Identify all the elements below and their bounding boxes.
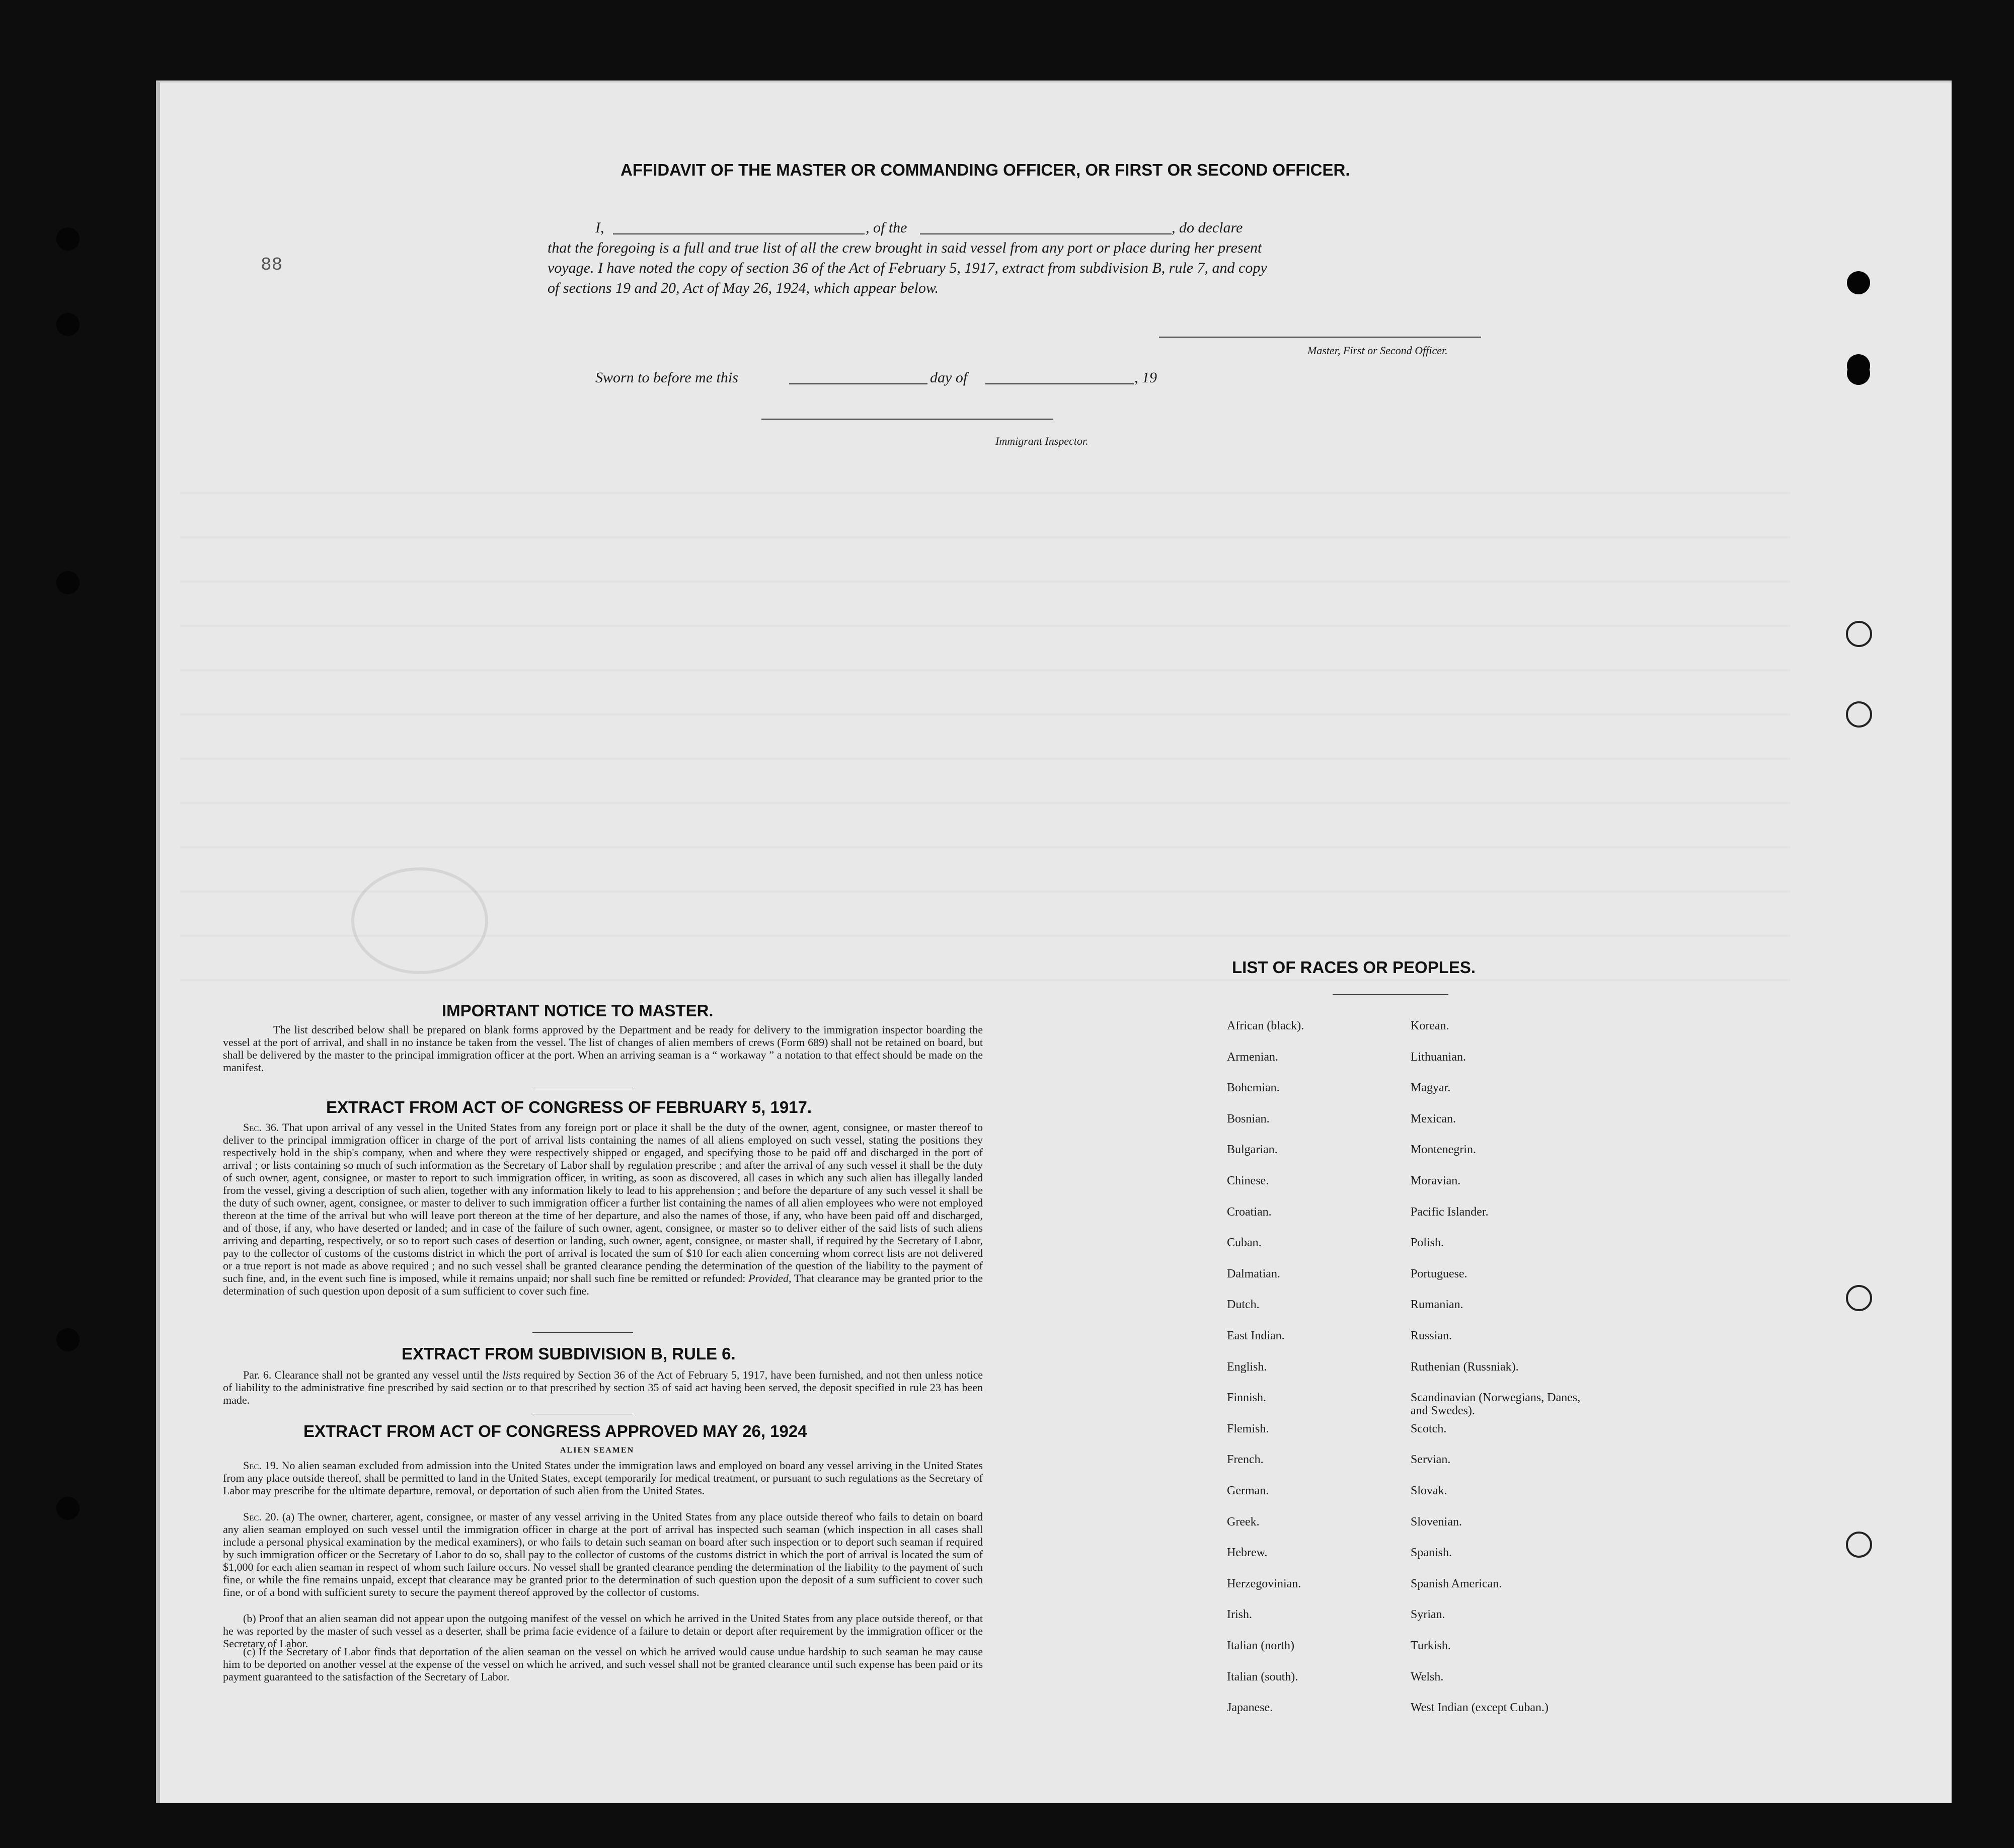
race-item: Cuban. (1227, 1236, 1262, 1250)
race-item: Polish. (1411, 1236, 1444, 1250)
sec19-label: Sec. 19. (243, 1459, 279, 1472)
race-item: Magyar. (1411, 1081, 1451, 1095)
race-item: African (black). (1227, 1019, 1304, 1032)
master-signature-blank[interactable] (1159, 337, 1481, 338)
notice-body: The list described below shall be prepared on blank forms approved by the Department and be ready for delivery to the immigration inspector boarding the vessel at the port of arrival, and shall in no instance be taken from the vessel. The list of changes of alien members of crews (Form 689) shall not be retained on board, but shall be delivered by the master to the principal immigration officer at the port. When an arriving seaman is a “ workaway ” a notation to that effect should be made on the manifest. (223, 1023, 983, 1074)
race-item: Flemish. (1227, 1422, 1269, 1435)
sworn-prefix: Sworn to before me this (595, 369, 738, 386)
binder-hole (1847, 271, 1870, 294)
section-divider (1333, 994, 1448, 995)
provided-word: Provided, (748, 1272, 792, 1284)
binder-hole (56, 1328, 80, 1351)
binder-hole (1846, 621, 1872, 647)
inspector-signature-blank[interactable] (761, 419, 1053, 420)
race-item: East Indian. (1227, 1329, 1285, 1342)
race-item: Chinese. (1227, 1174, 1269, 1187)
sec20a-text: (a) The owner, charterer, agent, consignee, or master of any vessel arriving in the United States from any place outside thereof who fails to detain on board any alien seaman employed on such vessel until the immigration officer in charge at the port of arrival has inspected such seaman (which inspection in all cases shall include a personal physical examination by the medical examiners), or who fails to detain such seaman on board after such inspection or to deport such seaman if required by such immigration officer or the Secretary of Labor to do so, shall pay to the collector of customs of the customs district in which the port of arrival is located the sum of $1,000 for each alien seaman in respect of whom such failure occurs. No vessel shall be granted clearance pending the determination of the liability to the payment of such fine, or while the fine remains unpaid, except that clearance may be granted prior to the determination of such question upon the deposit of a sum sufficient to cover such fine, or of a bond with sufficient surety to secure the payment thereof approved by the collector of customs. (223, 1510, 983, 1598)
race-item: Korean. (1411, 1019, 1449, 1032)
extract-1917-body (223, 1121, 983, 1297)
faint-stamp (351, 867, 488, 974)
race-item: Hebrew. (1227, 1546, 1268, 1560)
section-label: Sec. 36. (243, 1121, 279, 1134)
race-item: Greek. (1227, 1515, 1260, 1529)
sworn-month-blank[interactable] (985, 383, 1134, 384)
race-item: Montenegrin. (1411, 1143, 1476, 1157)
race-item: English. (1227, 1360, 1267, 1374)
lists-word: lists (502, 1369, 521, 1381)
affidavit-do-declare-label: , do declare (1172, 219, 1243, 236)
races-title: LIST OF RACES OR PEOPLES. (1232, 958, 1476, 977)
race-item: Dutch. (1227, 1298, 1260, 1312)
race-item: Pacific Islander. (1411, 1205, 1489, 1219)
sec20a-paragraph (223, 1510, 983, 1598)
rule6-text-a: Par. 6. Clearance shall not be granted any vessel until the (243, 1369, 500, 1381)
race-item: Russian. (1411, 1329, 1452, 1342)
affidavit-line-2: that the foregoing is a full and true list of all the crew brought in said vessel from any port or place during her present (548, 239, 1262, 256)
race-item: Italian (north) (1227, 1639, 1294, 1652)
rule6-text-b: required by Section 36 of the Act of February 5, 1917, have been furnished, and not then unless notice of liability to the administrative fine prescribed by said section or to that prescribed by section 35 of said act having been served, the deposit specified in rule 23 has been made. (223, 1369, 983, 1406)
race-item: Japanese. (1227, 1701, 1273, 1715)
race-item: Moravian. (1411, 1174, 1461, 1187)
alien-seamen-subtitle: ALIEN SEAMEN (560, 1446, 635, 1455)
race-item: West Indian (except Cuban.) (1411, 1701, 1548, 1715)
race-item: Rumanian. (1411, 1298, 1463, 1312)
section-divider (532, 1332, 633, 1333)
race-item: Armenian. (1227, 1050, 1278, 1064)
race-item: Welsh. (1411, 1670, 1444, 1683)
extract-1917-title: EXTRACT FROM ACT OF CONGRESS OF FEBRUARY 5, 1917. (326, 1098, 812, 1116)
race-item: Slovenian. (1411, 1515, 1462, 1529)
race-item: Irish. (1227, 1608, 1252, 1622)
race-item: Portuguese. (1411, 1267, 1467, 1280)
binder-hole (1846, 1532, 1872, 1558)
race-item: Turkish. (1411, 1639, 1451, 1652)
race-item: Finnish. (1227, 1391, 1267, 1405)
sec20c-paragraph: (c) If the Secretary of Labor finds that deportation of the alien seaman on the vessel on which he arrived would cause undue hardship to such seaman he may cause him to be deported on another vessel at the expense of the vessel on which he arrived, and such vessel shall not be granted clearance until such expense has been paid or its payment guaranteed to the satisfaction of the Secretary of Labor. (223, 1645, 983, 1683)
sworn-day-label: day of (930, 369, 968, 386)
race-item: Ruthenian (Russniak). (1411, 1360, 1519, 1374)
affidavit-title: AFFIDAVIT OF THE MASTER OR COMMANDING OFFICER, OR FIRST OR SECOND OFFICER. (621, 160, 1350, 179)
race-item: Scotch. (1411, 1422, 1447, 1435)
page-number: 88 (261, 255, 283, 275)
master-caption: Master, First or Second Officer. (1307, 344, 1448, 357)
race-item: Slovak. (1411, 1484, 1447, 1497)
extract-1924-title: EXTRACT FROM ACT OF CONGRESS APPROVED MAY 26, 1924 (303, 1422, 807, 1440)
race-item: Dalmatian. (1227, 1267, 1280, 1280)
binder-hole (56, 571, 80, 594)
race-item: Spanish. (1411, 1546, 1452, 1560)
binder-hole (56, 227, 80, 251)
sworn-date-blank[interactable] (789, 383, 927, 384)
notice-title: IMPORTANT NOTICE TO MASTER. (442, 1001, 714, 1020)
sec19-paragraph (223, 1459, 983, 1497)
affidavit-i-label: I, (595, 219, 604, 236)
affidavit-line-3: voyage. I have noted the copy of section 36 of the Act of February 5, 1917, extract from subdivision B, rule 7, and copy (548, 260, 1267, 276)
affidavit-line-4: of sections 19 and 20, Act of May 26, 1924, which appear below. (548, 280, 939, 296)
race-item: French. (1227, 1453, 1264, 1467)
race-item: Bulgarian. (1227, 1143, 1278, 1157)
race-item: Spanish American. (1411, 1577, 1502, 1590)
race-item: German. (1227, 1484, 1269, 1497)
extract-rule6-title: EXTRACT FROM SUBDIVISION B, RULE 6. (402, 1344, 736, 1363)
race-item: Bohemian. (1227, 1081, 1280, 1095)
extract-rule6-body (223, 1369, 983, 1406)
extract-1917-text-b: That clearance may be granted prior to the determination of such question upon deposit of a sum sufficient to cover such fine. (223, 1272, 983, 1297)
race-item: Croatian. (1227, 1205, 1272, 1219)
race-item: Scandinavian (Norwegians, Danes, and Swedes). (1411, 1391, 1581, 1418)
sec19-text: No alien seaman excluded from admission into the United States under the immigration laws and employed on board any vessel arriving in the United States from any place outside thereof, shall be permitted to land in the United States, except temporarily for medical treatment, or pursuant to such regulations as the Secretary of Labor may prescribe for the ultimate departure, removal, or deportation of such alien from the United States. (223, 1459, 983, 1497)
race-item: Mexican. (1411, 1112, 1456, 1126)
race-item: Syrian. (1411, 1608, 1445, 1622)
binder-hole (1846, 701, 1872, 728)
race-item: Lithuanian. (1411, 1050, 1466, 1064)
name-blank[interactable] (613, 233, 865, 234)
vessel-blank[interactable] (920, 233, 1172, 234)
race-item: Herzegovinian. (1227, 1577, 1301, 1590)
race-item: Servian. (1411, 1453, 1451, 1467)
sworn-year-label: , 19 (1134, 369, 1157, 386)
race-item: Italian (south). (1227, 1670, 1298, 1683)
affidavit-of-the-label: , of the (866, 219, 907, 236)
binder-hole (56, 1497, 80, 1520)
manifest-page (156, 81, 1952, 1803)
sec20b-paragraph: (b) Proof that an alien seaman did not appear upon the outgoing manifest of the vessel on which he arrived in the United States from any place outside thereof, or that he was reported by the master of such vessel as a deserter, shall be prima facie evidence of a failure to detain or deport after requirement by the immigration officer or the Secretary of Labor. (223, 1612, 983, 1650)
extract-1917-text-a: That upon arrival of any vessel in the United States from any foreign port or place it shall be the duty of the owner, agent, consignee, or master thereof to deliver to the principal immigration officer in charge of the port of arrival lists containing the names of all aliens employed on such vessel, stating the positions they respectively hold in the ship's company, when and where they were respectively shipped or engaged, and specifying those to be paid off and discharged in the port of arrival ; or lists containing so much of such information as the Secretary of Labor shall by regulation prescribe ; and after the arrival of any such vessel it shall be the duty of such owner, agent, consignee, or master to report to such immigration officer, in writing, as soon as discovered, all cases in which any such alien has illegally landed from the vessel, giving a description of such alien, together with any information likely to lead to his apprehension ; and before the departure of any such vessel it shall be the duty of such owner, agent, consignee, or master to deliver to such immigration officer a further list containing the names of all alien employees who were not employed thereon at the time of the arrival but who will leave port thereon at the time of her departure, and also the names of those, if any, who have been paid off and discharged, and of those, if any, who have deserted or landed; and in case of the failure of such owner, agent, consignee, or master so to deliver either of the said lists of such aliens arriving and departing, respectively, or so to report such cases of desertion or landing, such owner, agent, consignee, or master shall, if required by the Secretary of Labor, pay to the collector of customs of the customs district in which the port of arrival is located the sum of $10 for each alien concerning whom correct lists are not delivered or a true report is not made as above required ; and no such vessel shall be granted clearance pending the determination of the question of the liability to the payment of such fine, and, in the event such fine is imposed, while it remains unpaid; nor shall such fine be remitted or refunded: (223, 1121, 983, 1284)
sec20-label: Sec. 20. (243, 1510, 279, 1523)
binder-hole (56, 313, 80, 336)
inspector-caption: Immigrant Inspector. (995, 435, 1089, 447)
race-item: Bosnian. (1227, 1112, 1270, 1126)
binder-hole (1846, 1285, 1872, 1311)
